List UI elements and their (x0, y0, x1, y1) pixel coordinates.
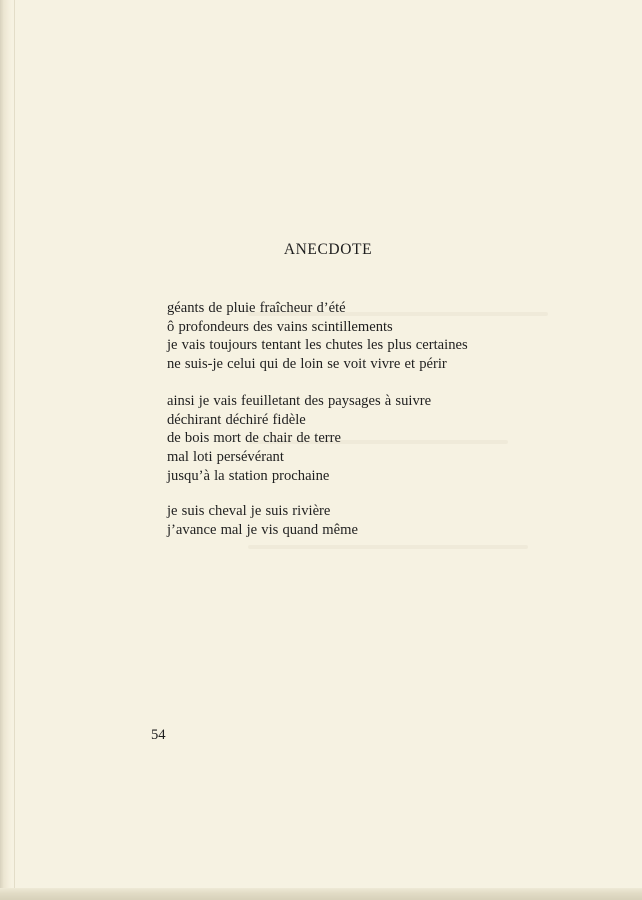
page-number: 54 (151, 727, 166, 743)
page-binding-edge (0, 0, 12, 900)
binding-fold-line (14, 0, 15, 900)
show-through-mark (248, 545, 528, 549)
poem-line: mal loti persévérant (167, 449, 284, 466)
poem-line: je vais toujours tentant les chutes les plus certaines (167, 337, 468, 354)
poem-line: géants de pluie fraîcheur d’été (167, 300, 346, 316)
poem-line: jusqu’à la station prochaine (167, 467, 330, 484)
stanza-3 (167, 502, 358, 539)
poem-line: j’avance mal je vis quand même (167, 521, 358, 538)
page-bottom-edge (0, 888, 642, 900)
poem-line: ô profondeurs des vains scintillements (167, 318, 393, 335)
poem-line: ainsi je vais feuilletant des paysages à suivre (167, 393, 432, 409)
poem-title: ANECDOTE (283, 241, 373, 258)
poem-line: je suis cheval je suis rivière (167, 503, 331, 519)
stanza-2 (167, 392, 431, 486)
poem-line: ne suis-je celui qui de loin se voit vivre et périr (167, 356, 447, 373)
stanza-1 (167, 299, 468, 374)
poem-line: déchirant déchiré fidèle (167, 411, 306, 428)
poem-line: de bois mort de chair de terre (167, 430, 341, 447)
